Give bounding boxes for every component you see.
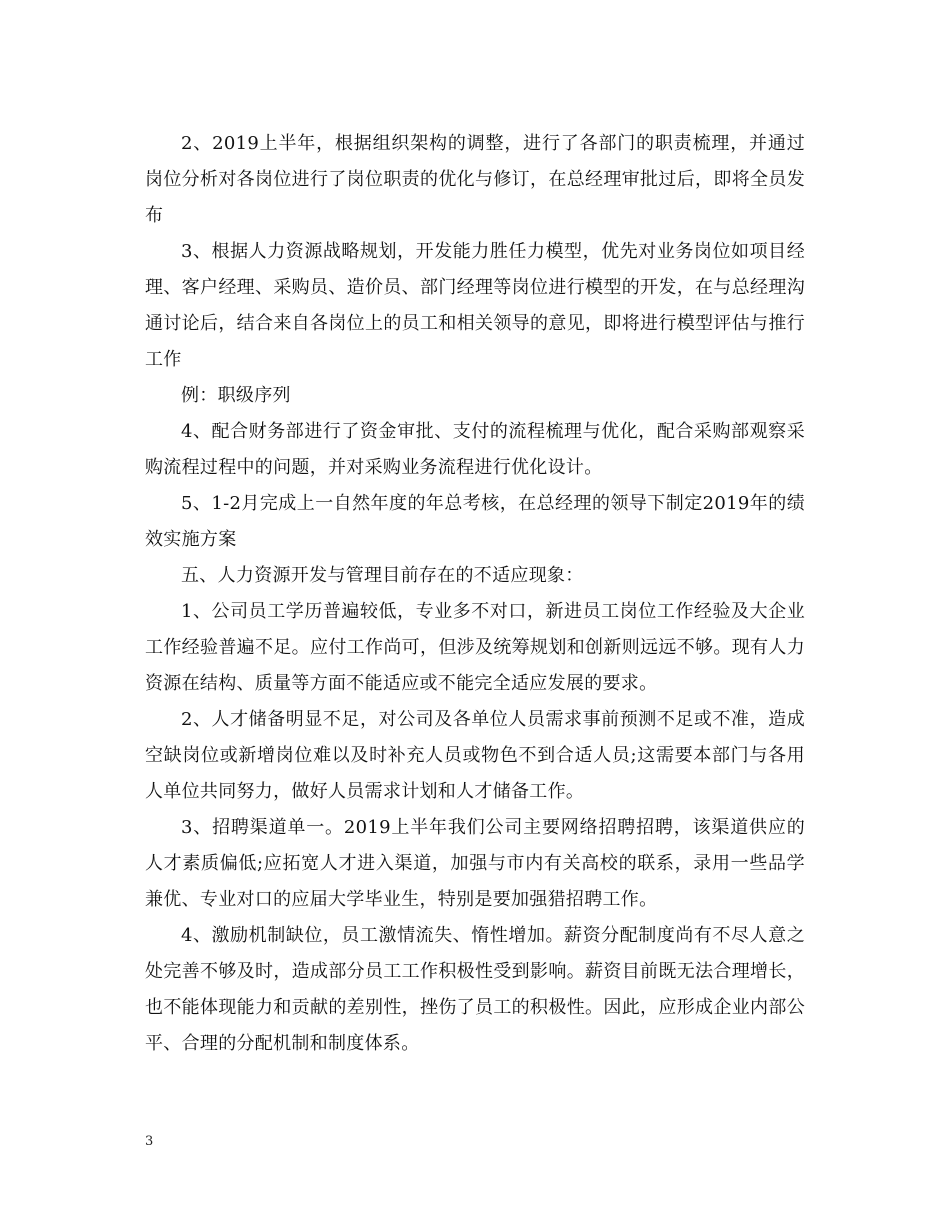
- paragraph-job-duty-review: 2、2019上半年，根据组织架构的调整，进行了各部门的职责梳理，并通过岗位分析对各岗位进行了岗位职责的优化与修订，在总经理审批过后，即将全员发布: [145, 133, 805, 226]
- paragraph-issue-recruitment: 3、招聘渠道单一。2019上半年我们公司主要网络招聘招聘，该渠道供应的人才素质偏低;应拓宽人才进入渠道，加强与市内有关高校的联系，录用一些品学兼优、专业对口的应届大学毕业生，特别是要加强猎招聘工作。: [145, 817, 805, 910]
- paragraph-job-level-example: 例：职级序列: [181, 385, 291, 406]
- paragraph-annual-assessment: 5、1-2月完成上一自然年度的年总考核，在总经理的领导下制定2019年的绩效实施方案: [145, 493, 805, 550]
- paragraph-process-optimization: 4、配合财务部进行了资金审批、支付的流程梳理与优化，配合采购部观察采购流程过程中的问题，并对采购业务流程进行优化设计。: [145, 421, 805, 478]
- paragraph-competency-model: 3、根据人力资源战略规划，开发能力胜任力模型，优先对业务岗位如项目经理、客户经理、采购员、造价员、部门经理等岗位进行模型的开发，在与总经理沟通讨论后，结合来自各岗位上的员工和相关领导的意见，即将进行模型评估与推行工作: [145, 241, 805, 370]
- document-body: [145, 126, 805, 1062]
- paragraph-issue-incentives: 4、激励机制缺位，员工激情流失、惰性增加。薪资分配制度尚有不尽人意之处完善不够及时，造成部分员工工作积极性受到影响。薪资目前既无法合理增长，也不能体现能力和贡献的差别性，挫伤了员工的积极性。因此，应形成企业内部公平、合理的分配机制和制度体系。: [145, 925, 805, 1054]
- section-heading-issues: 五、人力资源开发与管理目前存在的不适应现象：: [181, 565, 584, 586]
- page-number: 3: [145, 1134, 154, 1149]
- paragraph-issue-education: 1、公司员工学历普遍较低，专业多不对口，新进员工岗位工作经验及大企业工作经验普遍不足。应付工作尚可，但涉及统筹规划和创新则远远不够。现有人力资源在结构、质量等方面不能适应或不能完全适应发展的要求。: [145, 601, 805, 694]
- paragraph-issue-talent-reserve: 2、人才储备明显不足，对公司及各单位人员需求事前预测不足或不准，造成空缺岗位或新增岗位难以及时补充人员或物色不到合适人员;这需要本部门与各用人单位共同努力，做好人员需求计划和人才储备工作。: [145, 709, 805, 802]
